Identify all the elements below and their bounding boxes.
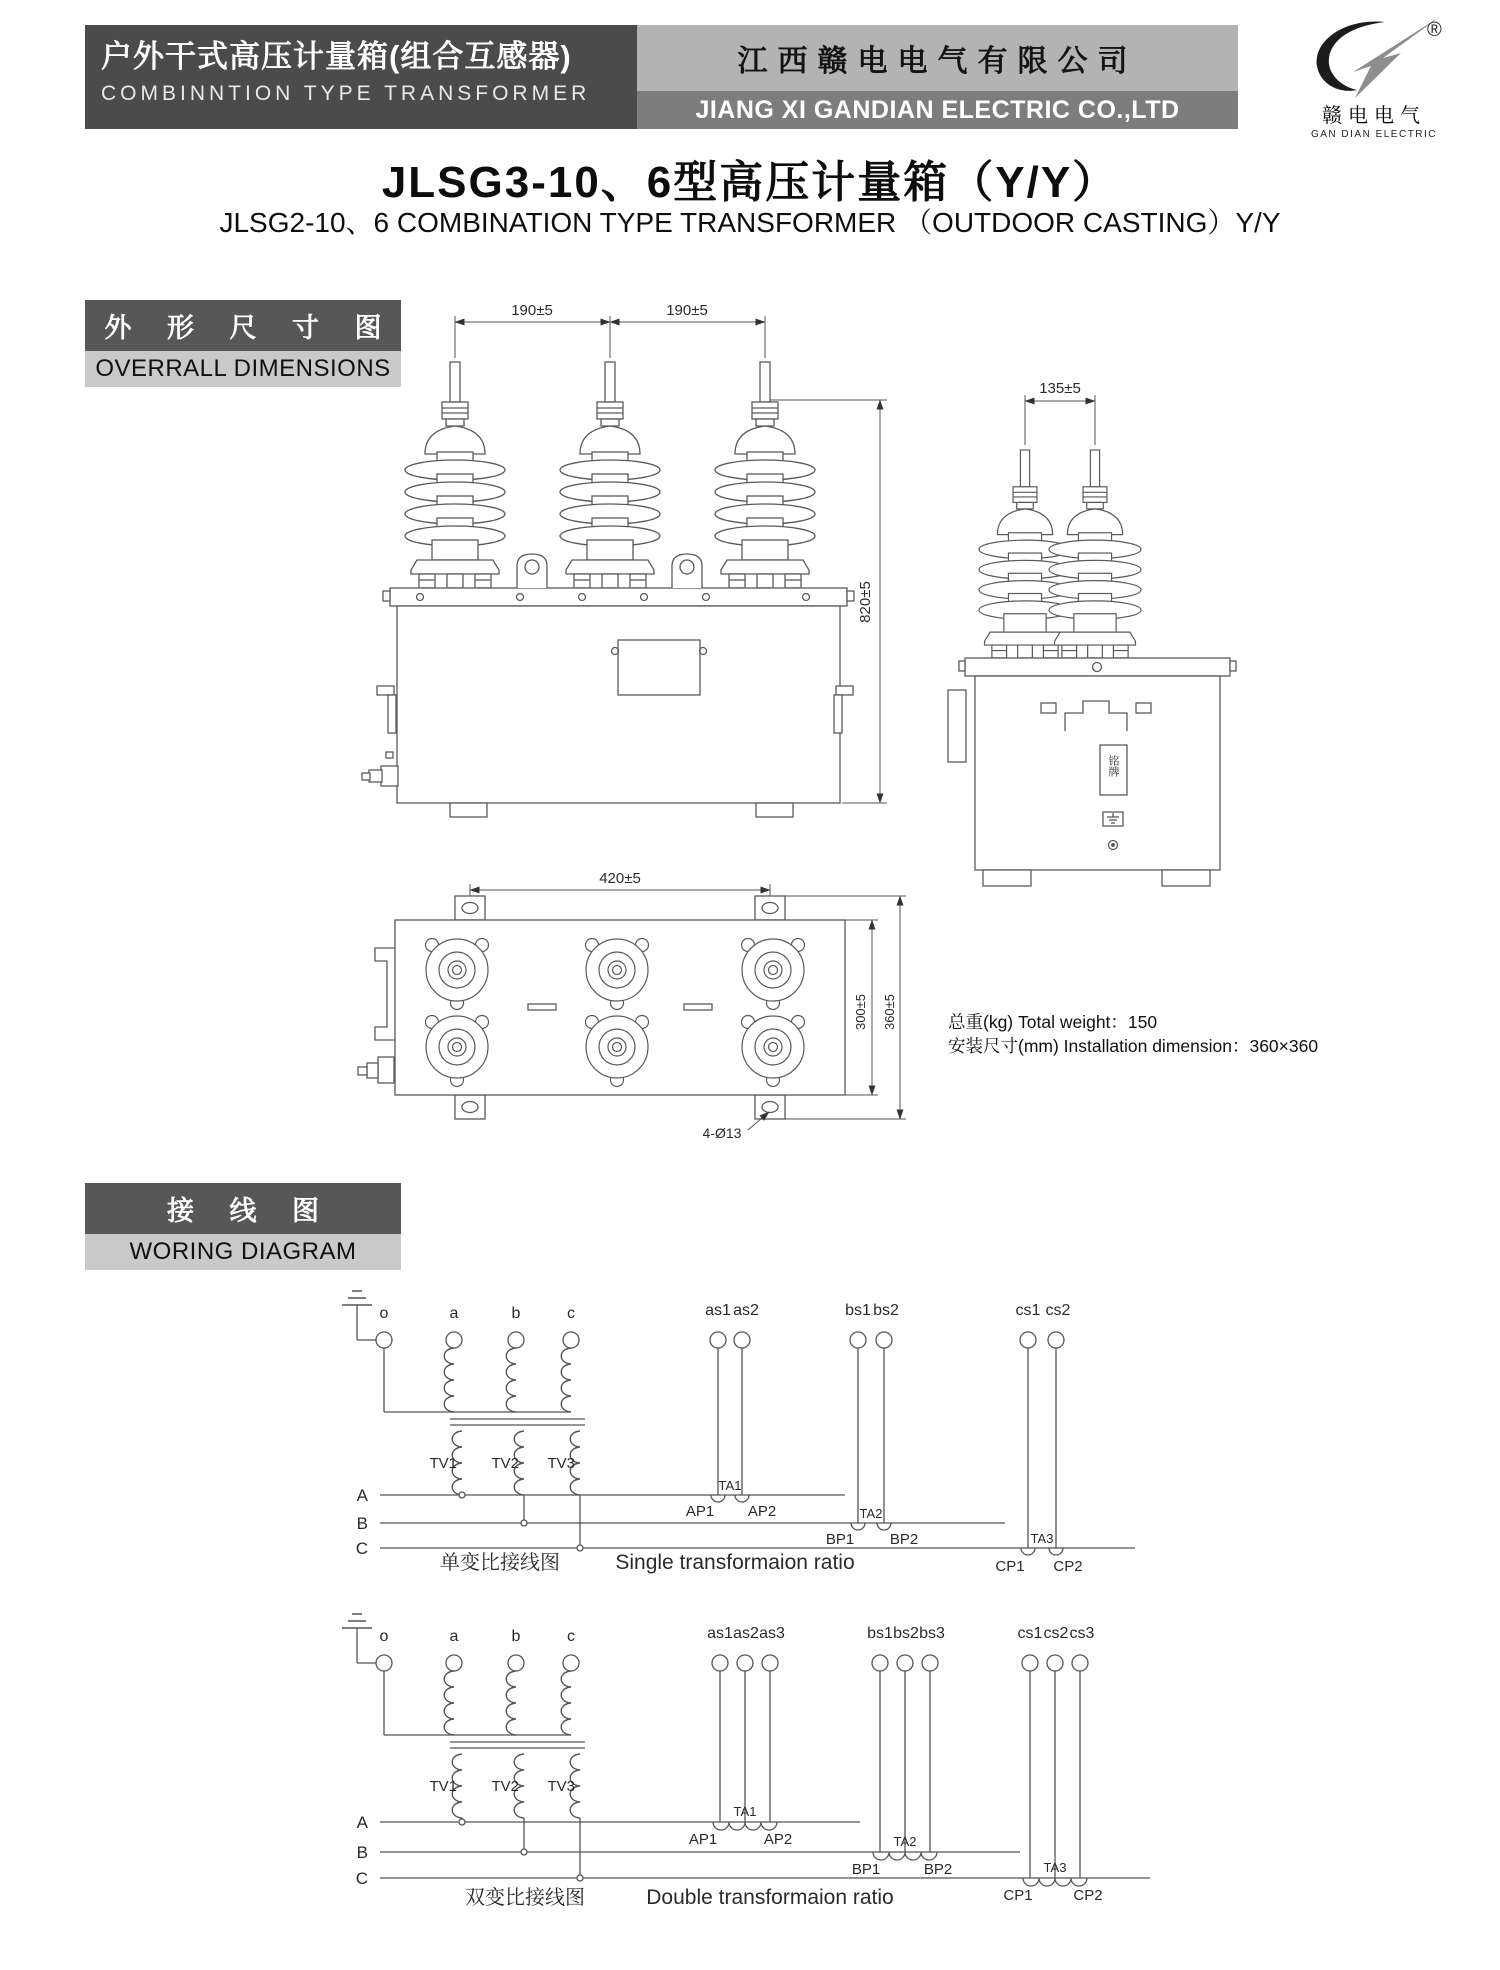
label-bp2: BP2: [889, 1531, 919, 1548]
dim-label-360: 360±5: [882, 993, 897, 1031]
caption-single-en: Single transformaion ratio: [615, 1551, 855, 1574]
terminal-a: a: [449, 1628, 459, 1645]
terminal-bs2: bs2: [893, 1625, 919, 1642]
phase-label-A: A: [356, 1486, 368, 1505]
dim-label-300: 300±5: [853, 993, 868, 1031]
caption-single-zh: 单变比接线图: [440, 1552, 560, 1574]
header-product-box: [85, 25, 637, 129]
note-install-dimension: 安装尺寸(mm) Installation dimension：360×360: [948, 1036, 1319, 1056]
terminal-c: c: [567, 1305, 575, 1322]
label-tv3: TV3: [547, 1455, 575, 1472]
side-view: [948, 450, 1236, 886]
terminal-a: a: [449, 1305, 459, 1322]
caption-double-zh: 双变比接线图: [465, 1887, 585, 1909]
nameplate-label: 铭牌: [1107, 755, 1119, 777]
tank-body: [397, 606, 840, 803]
phase-label-A: A: [356, 1813, 368, 1832]
label-tv2: TV2: [491, 1455, 519, 1472]
terminal-bs2: bs2: [873, 1302, 899, 1319]
label-cp2: CP2: [1053, 1558, 1083, 1575]
page-title: JLSG3-10、6型高压计量箱（Y/Y）: [381, 158, 1119, 207]
label-ap2: AP2: [763, 1831, 793, 1848]
label-ap1: AP1: [685, 1503, 715, 1520]
label-ap2: AP2: [747, 1503, 777, 1520]
section-dimensions-en: OVERRALL DIMENSIONS: [85, 351, 401, 387]
logo-text-zh: 赣电电气: [1322, 105, 1426, 127]
caption-double-en: Double transformaion ratio: [646, 1886, 894, 1909]
terminal-b: b: [511, 1305, 521, 1322]
single-ratio-circuit: [342, 1291, 1135, 1555]
front-view: [362, 362, 854, 817]
side-dimensions: [1025, 395, 1095, 445]
dim-label-holes: 4-Ø13: [702, 1125, 742, 1141]
phase-label-B: B: [356, 1514, 368, 1533]
drain-valve: [362, 752, 398, 786]
double-ratio-circuit: [342, 1614, 1150, 1886]
label-ta2: TA2: [893, 1834, 917, 1849]
label-cp1: CP1: [995, 1558, 1025, 1575]
terminal-bs1: bs1: [845, 1302, 871, 1319]
label-bp1: BP1: [825, 1531, 855, 1548]
product-title-zh: 户外干式高压计量箱(组合互感器): [101, 39, 572, 74]
terminal-as2: as2: [733, 1625, 759, 1642]
dim-label-135: 135±5: [1039, 380, 1081, 397]
label-bp2: BP2: [923, 1861, 953, 1878]
top-side-bracket: [375, 948, 395, 1040]
terminal-as3: as3: [759, 1625, 785, 1642]
dim-label-190-right: 190±5: [666, 302, 708, 319]
terminal-as1: as1: [705, 1302, 731, 1319]
terminal-bs3: bs3: [919, 1625, 945, 1642]
side-tank-body: [975, 676, 1220, 870]
company-name-en: JIANG XI GANDIAN ELECTRIC CO.,LTD: [637, 91, 1238, 129]
terminal-cs2: cs2: [1043, 1625, 1069, 1642]
logo-g-swoosh: [1317, 22, 1385, 91]
registered-mark: ®: [1427, 19, 1442, 41]
terminal-bs1: bs1: [867, 1625, 893, 1642]
label-ta1: TA1: [718, 1478, 742, 1493]
terminal-cs1: cs1: [1015, 1302, 1041, 1319]
label-ta3: TA3: [1043, 1860, 1067, 1875]
terminal-as2: as2: [733, 1302, 759, 1319]
label-tv3: TV3: [547, 1778, 575, 1795]
page-subtitle: JLSG2-10、6 COMBINATION TYPE TRANSFORMER （OUTDOOR CASTING）Y/Y: [219, 207, 1281, 238]
phase-label-B: B: [356, 1843, 368, 1862]
top-view: [358, 896, 845, 1119]
label-ta3: TA3: [1030, 1531, 1054, 1546]
terminal-c: c: [567, 1628, 575, 1645]
company-name-zh: 江西赣电电气有限公司: [637, 25, 1238, 91]
terminal-b: b: [511, 1628, 521, 1645]
phase-label-C: C: [355, 1869, 368, 1888]
logo-mark-icon: [1299, 14, 1449, 98]
top-drain: [358, 1057, 394, 1083]
phase-label-C: C: [355, 1539, 368, 1558]
section-wiring-en: WORING DIAGRAM: [85, 1234, 401, 1270]
terminal-cs3: cs3: [1069, 1625, 1095, 1642]
general-notes: [948, 1010, 1318, 1058]
label-ta2: TA2: [859, 1506, 883, 1521]
label-bp1: BP1: [851, 1861, 881, 1878]
label-tv2: TV2: [491, 1778, 519, 1795]
label-ta1: TA1: [733, 1804, 757, 1819]
section-dimensions-zh: 外 形 尺 寸 图: [85, 300, 401, 351]
terminal-as1: as1: [707, 1625, 733, 1642]
wiring-diagram-double: [270, 1608, 1230, 1918]
terminal-cs1: cs1: [1017, 1625, 1043, 1642]
terminal-cs2: cs2: [1045, 1302, 1071, 1319]
dim-label-190-left: 190±5: [511, 302, 553, 319]
label-cp2: CP2: [1073, 1887, 1103, 1904]
label-tv1: TV1: [429, 1778, 457, 1795]
label-cp1: CP1: [1003, 1887, 1033, 1904]
company-logo: [1258, 14, 1490, 140]
product-title-en: COMBINNTION TYPE TRANSFORMER: [101, 82, 591, 105]
front-nameplate: [618, 640, 700, 695]
terminal-o: o: [379, 1305, 389, 1322]
terminal-o: o: [379, 1628, 389, 1645]
note-total-weight: 总重(kg) Total weight：150: [948, 1012, 1158, 1032]
logo-text-en: GAN DIAN ELECTRIC: [1310, 129, 1438, 140]
section-header-wiring: [85, 1183, 401, 1270]
label-ap1: AP1: [688, 1831, 718, 1848]
section-wiring-zh: 接 线 图: [85, 1183, 401, 1234]
wiring-diagram-single: [270, 1285, 1230, 1585]
dim-label-420: 420±5: [599, 870, 641, 887]
dim-label-820: 820±5: [857, 581, 874, 623]
label-tv1: TV1: [429, 1455, 457, 1472]
